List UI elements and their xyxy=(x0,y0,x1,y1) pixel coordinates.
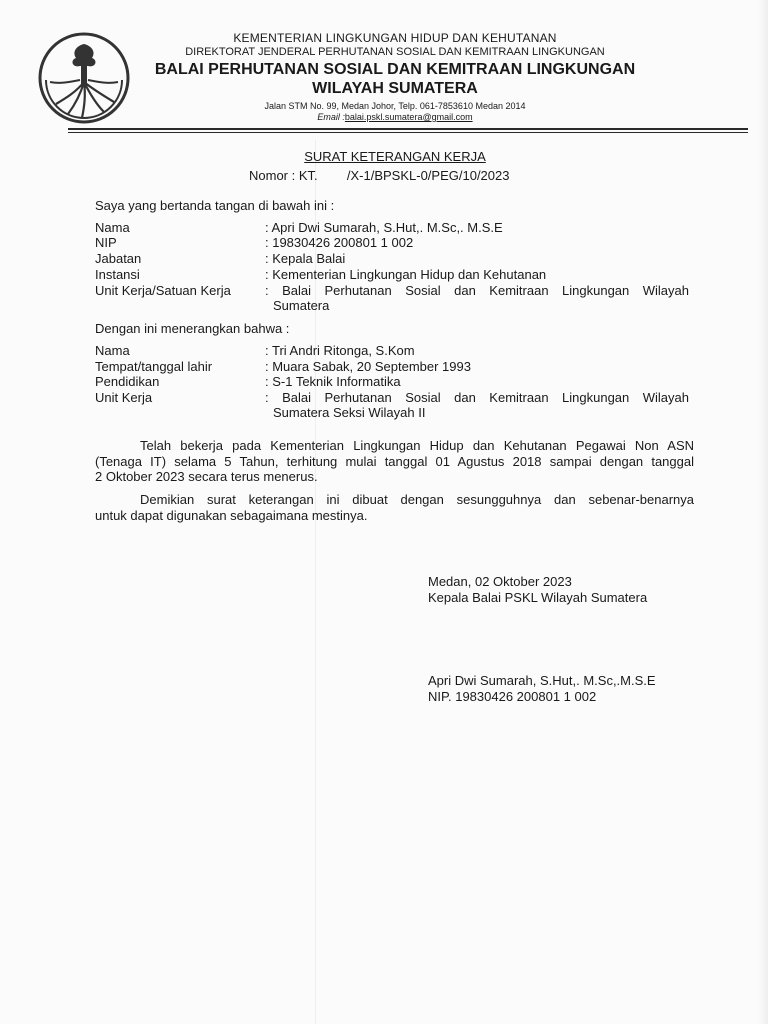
signature-position: Kepala Balai PSKL Wilayah Sumatera xyxy=(428,590,648,605)
email-label: Email : xyxy=(317,112,345,122)
field-label: Tempat/tanggal lahir xyxy=(95,359,213,374)
field-value: : Muara Sabak, 20 September 1993 xyxy=(265,359,471,374)
field-value: : 19830426 200801 1 002 xyxy=(265,235,414,250)
letterhead xyxy=(140,31,650,123)
paper-fold-line xyxy=(315,140,316,1024)
field-label: Instansi xyxy=(95,267,140,282)
field-value-line2: Sumatera Seksi Wilayah II xyxy=(273,405,426,420)
field-value-line2: Sumatera xyxy=(273,298,330,313)
field-value: : Apri Dwi Sumarah, S.Hut,. M.Sc,. M.S.E xyxy=(265,220,503,235)
letterhead-rule-thick xyxy=(68,128,748,130)
office-email xyxy=(140,112,650,123)
field-label: Nama xyxy=(95,343,130,358)
field-label: Nama xyxy=(95,220,130,235)
office-address: Jalan STM No. 99, Medan Johor, Telp. 061-7853610 Medan 2014 xyxy=(264,101,526,111)
letter-number-suffix: /X-1/BPSKL-0/PEG/10/2023 xyxy=(346,168,510,183)
field-value: : Tri Andri Ritonga, S.Kom xyxy=(265,343,415,358)
office-name-line1: BALAI PERHUTANAN SOSIAL DAN KEMITRAAN LINGKUNGAN xyxy=(154,61,636,78)
signature-place-date: Medan, 02 Oktober 2023 xyxy=(428,574,572,589)
signature-name: Apri Dwi Sumarah, S.Hut,. M.Sc,.M.S.E xyxy=(428,673,656,688)
field-value: : Kementerian Lingkungan Hidup dan Kehutanan xyxy=(265,267,547,282)
field-label: Unit Kerja/Satuan Kerja xyxy=(95,283,231,298)
field-label: Jabatan xyxy=(95,251,142,266)
intro-employee: Dengan ini menerangkan bahwa : xyxy=(95,321,290,336)
tree-roots-emblem-icon xyxy=(36,32,132,124)
field-value-line1: : Balai Perhutanan Sosial dan Kemitraan Lingkungan Wilayah xyxy=(265,283,689,298)
paper-edge-shadow xyxy=(758,0,768,1024)
body-paragraph1-line2: (Tenaga IT) selama 5 Tahun, terhitung mulai tanggal 01 Agustus 2018 sampai dengan tanggal xyxy=(95,454,694,469)
email-address: balai.pskl.sumatera@gmail.com xyxy=(344,112,473,122)
field-value: : Kepala Balai xyxy=(265,251,346,266)
field-value-line1: : Balai Perhutanan Sosial dan Kemitraan Lingkungan Wilayah xyxy=(265,390,689,405)
intro-signer: Saya yang bertanda tangan di bawah ini : xyxy=(95,198,335,213)
field-value: : S-1 Teknik Informatika xyxy=(265,374,401,389)
directorate-name: DIREKTORAT JENDERAL PERHUTANAN SOSIAL DAN KEMITRAAN LINGKUNGAN xyxy=(185,46,605,58)
body-paragraph2-line1: Demikian surat keterangan ini dibuat dengan sesungguhnya dan sebenar-benarnya xyxy=(140,492,694,507)
body-paragraph1-line1: Telah bekerja pada Kementerian Lingkungan Hidup dan Kehutanan Pegawai Non ASN xyxy=(140,438,694,453)
body-paragraph2-line2: untuk dapat digunakan sebagaimana mestinya. xyxy=(95,508,368,523)
field-label: NIP xyxy=(95,235,117,250)
letter-number-prefix: Nomor : KT. xyxy=(249,168,318,183)
field-label: Unit Kerja xyxy=(95,390,153,405)
field-label: Pendidikan xyxy=(95,374,160,389)
signature-nip: NIP. 19830426 200801 1 002 xyxy=(428,689,597,704)
letter-number xyxy=(249,168,509,183)
office-name-line2: WILAYAH SUMATERA xyxy=(312,80,478,97)
body-paragraph1-line3: 2 Oktober 2023 secara terus menerus. xyxy=(95,469,318,484)
letter-title: SURAT KETERANGAN KERJA xyxy=(304,149,486,164)
letterhead-rule-thin xyxy=(68,132,748,133)
ministry-name: KEMENTERIAN LINGKUNGAN HIDUP DAN KEHUTANAN xyxy=(233,31,557,45)
